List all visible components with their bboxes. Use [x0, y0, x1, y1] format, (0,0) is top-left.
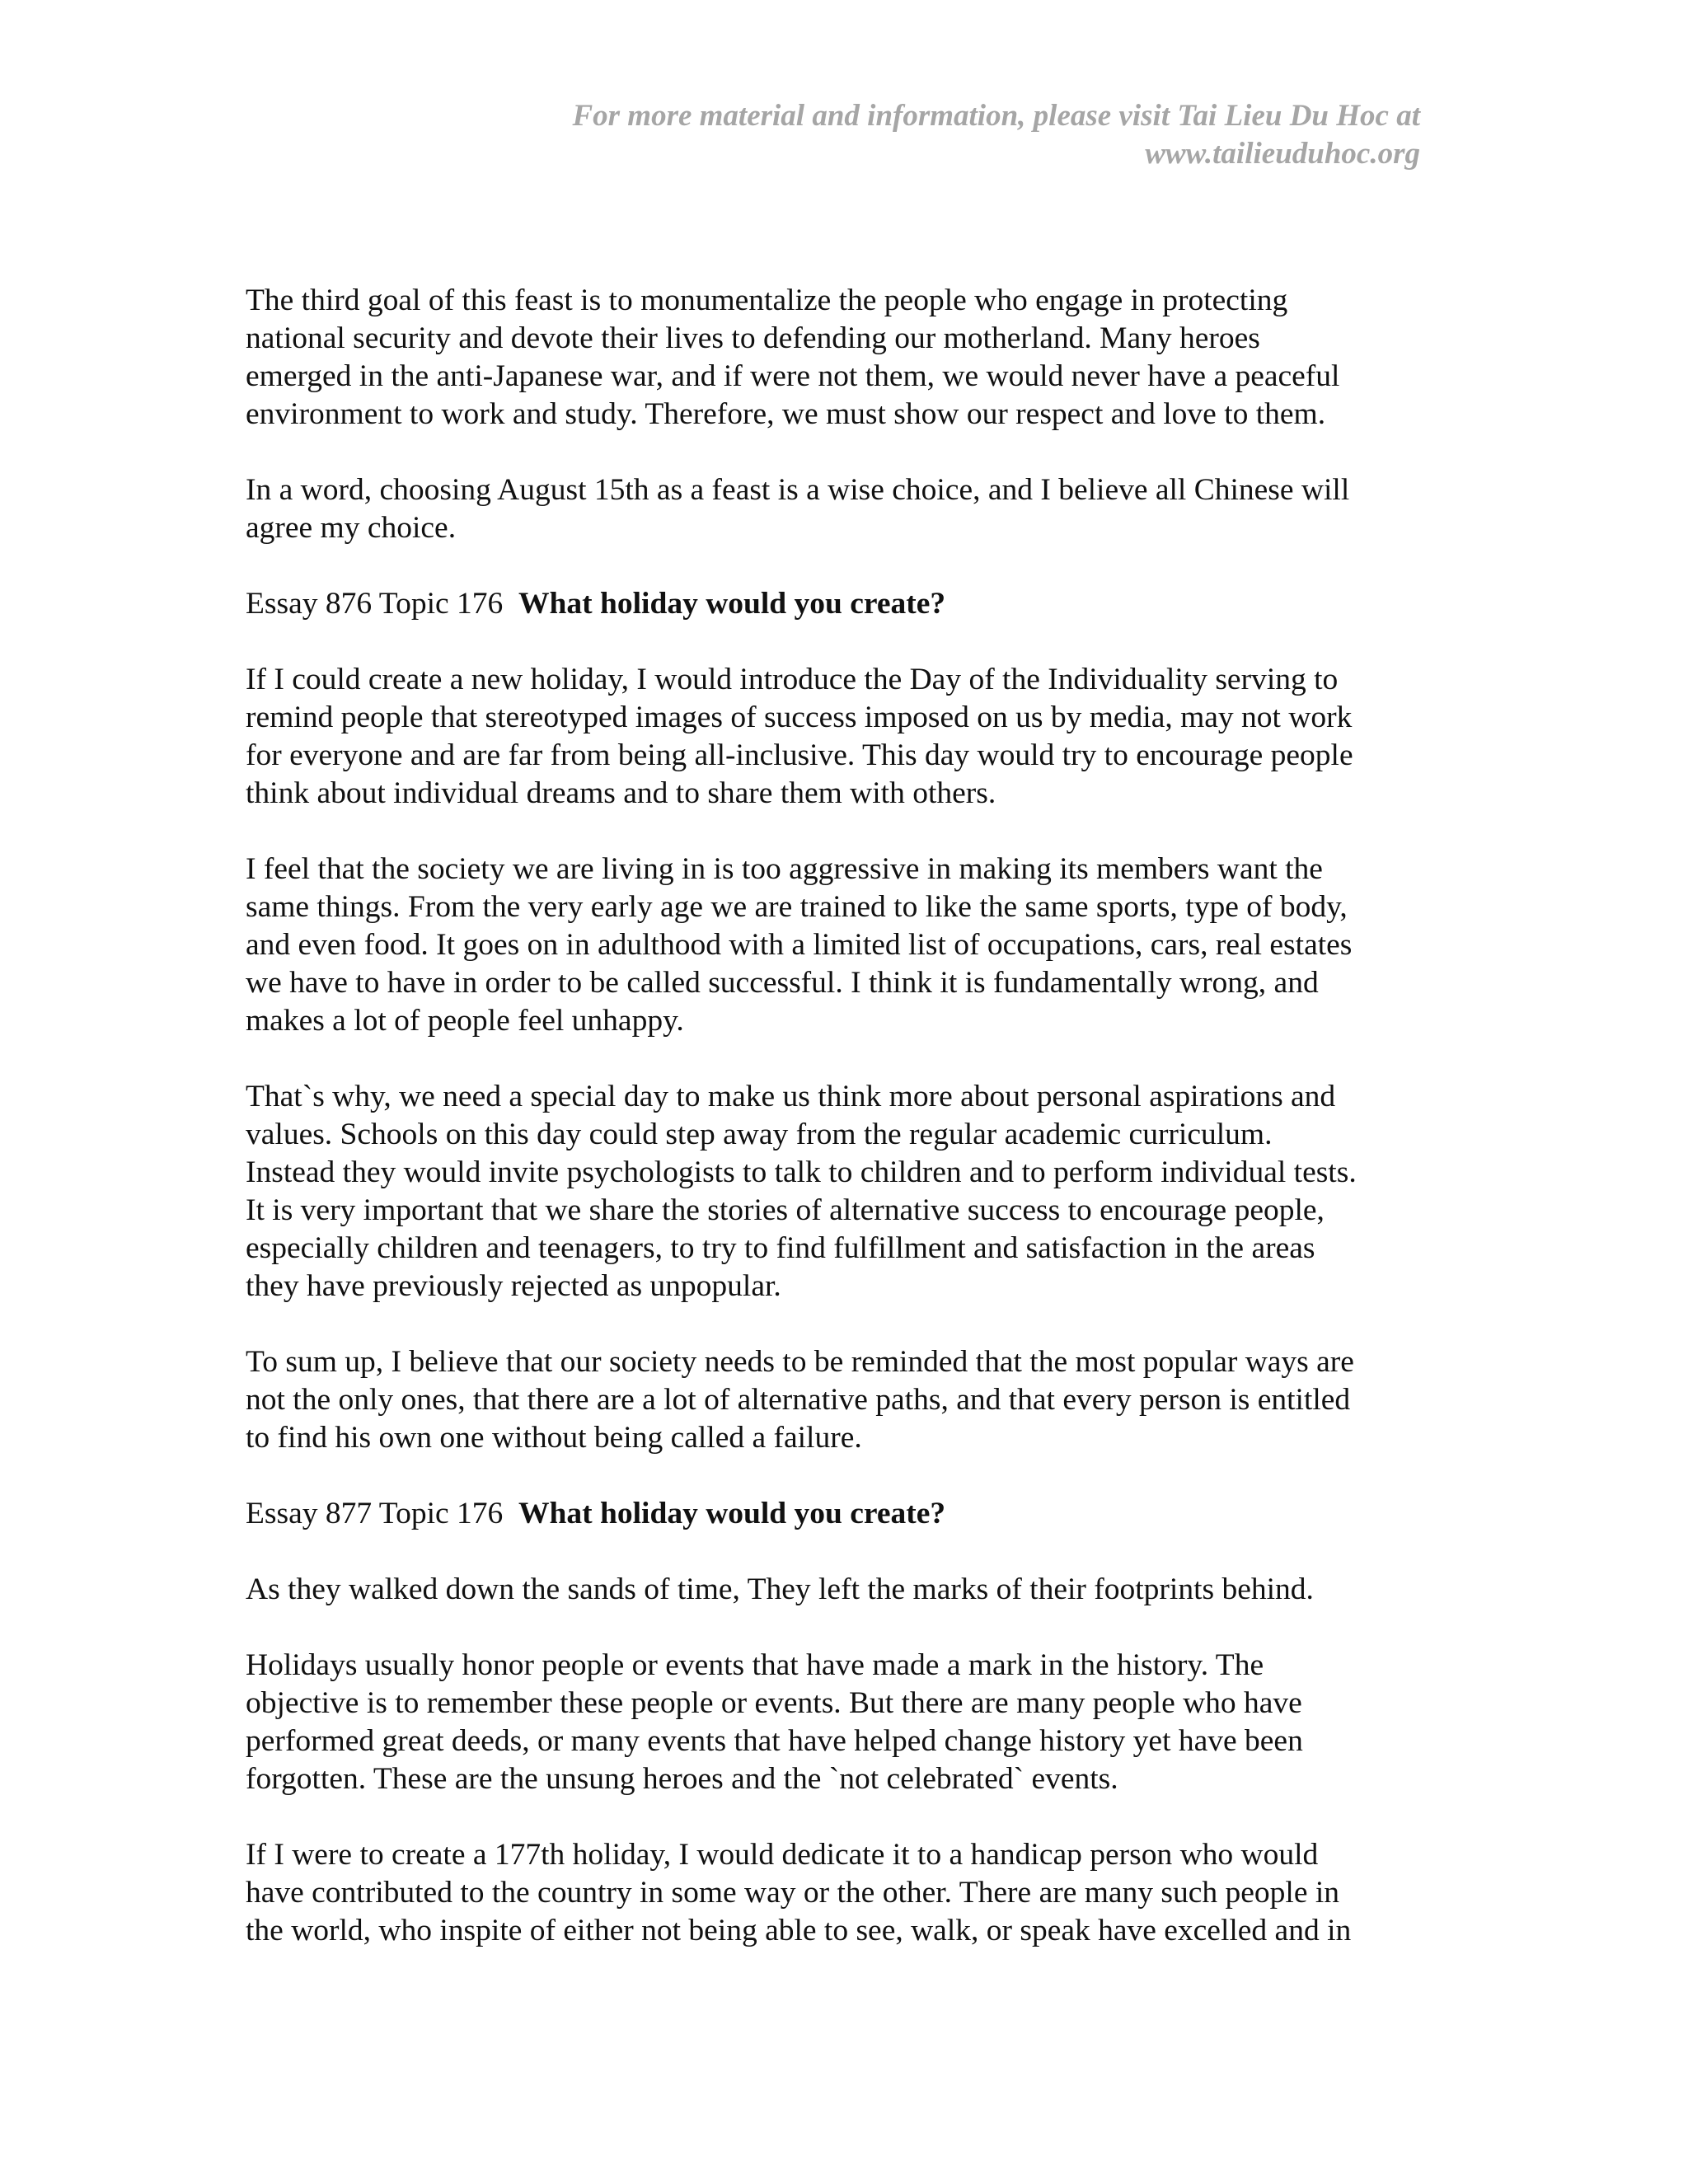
text-line: have contributed to the country in some way or the other. There are many such people in: [246, 1876, 1340, 1910]
text-line: they have previously rejected as unpopular.: [246, 1269, 781, 1303]
text-line: It is very important that we share the stories of alternative success to encourage people,: [246, 1193, 1325, 1227]
header-line-2: www.tailieuduhoc.org: [1145, 137, 1420, 171]
text-line: we have to have in order to be called successful. I think it is fundamentally wrong, and: [246, 966, 1319, 1000]
text-line: If I were to create a 177th holiday, I would dedicate it to a handicap person who would: [246, 1838, 1319, 1872]
text-line: remind people that stereotyped images of success imposed on us by media, may not work: [246, 701, 1353, 734]
text-line: performed great deeds, or many events that have helped change history yet have been: [246, 1724, 1303, 1758]
paragraph: [246, 1571, 1432, 1609]
paragraph: [246, 282, 1432, 434]
paragraph: [246, 851, 1432, 1040]
header-line-1: For more material and information, please visit Tai Lieu Du Hoc at: [572, 99, 1420, 133]
paragraph-gap: [246, 1040, 1432, 1078]
paragraph: [246, 471, 1432, 547]
page-header: [266, 97, 1420, 173]
paragraph: [246, 1647, 1432, 1798]
text-line: for everyone and are far from being all-inclusive. This day would try to encourage people: [246, 738, 1353, 772]
essay-number: Essay 877 Topic 176: [246, 1497, 519, 1530]
paragraph-gap: [246, 1533, 1432, 1571]
paragraph: [246, 1078, 1432, 1305]
text-line: emerged in the anti-Japanese war, and if were not them, we would never have a peaceful: [246, 359, 1340, 393]
text-line: As they walked down the sands of time, They left the marks of their footprints behind.: [246, 1572, 1314, 1606]
text-line: To sum up, I believe that our society needs to be reminded that the most popular ways are: [246, 1345, 1354, 1379]
essay-number: Essay 876 Topic 176: [246, 587, 519, 621]
paragraph-gap: [246, 813, 1432, 851]
text-line: Holidays usually honor people or events that have made a mark in the history. The: [246, 1648, 1264, 1682]
essay-question: What holiday would you create?: [518, 587, 946, 621]
document-body: [246, 282, 1432, 1950]
text-line: environment to work and study. Therefore, we must show our respect and love to them.: [246, 397, 1326, 431]
paragraph-gap: [246, 623, 1432, 661]
paragraph-gap: [246, 1609, 1432, 1647]
text-line: forgotten. These are the unsung heroes and the `not celebrated` events.: [246, 1762, 1118, 1796]
paragraph: [246, 661, 1432, 813]
text-line: especially children and teenagers, to try to find fulfillment and satisfaction in the areas: [246, 1231, 1315, 1265]
text-line: same things. From the very early age we are trained to like the same sports, type of body,: [246, 890, 1348, 924]
essay-question: What holiday would you create?: [518, 1497, 946, 1530]
paragraph-gap: [246, 1305, 1432, 1343]
text-line: values. Schools on this day could step away from the regular academic curriculum.: [246, 1118, 1273, 1151]
text-line: That`s why, we need a special day to make us think more about personal aspirations and: [246, 1080, 1336, 1113]
text-line: and even food. It goes on in adulthood with a limited list of occupations, cars, real estates: [246, 928, 1353, 962]
paragraph-gap: [246, 1798, 1432, 1836]
text-line: the world, who inspite of either not being able to see, walk, or speak have excelled and in: [246, 1914, 1352, 1947]
essay-title: [246, 585, 1432, 623]
paragraph-gap: [246, 1457, 1432, 1495]
text-line: national security and devote their lives to defending our motherland. Many heroes: [246, 321, 1260, 355]
text-line: makes a lot of people feel unhappy.: [246, 1004, 684, 1038]
text-line: If I could create a new holiday, I would introduce the Day of the Individuality serving to: [246, 663, 1339, 696]
text-line: The third goal of this feast is to monumentalize the people who engage in protecting: [246, 284, 1288, 317]
text-line: In a word, choosing August 15th as a feast is a wise choice, and I believe all Chinese will: [246, 473, 1350, 507]
essay-title: [246, 1495, 1432, 1533]
text-line: to find his own one without being called a failure.: [246, 1421, 862, 1455]
paragraph-gap: [246, 547, 1432, 585]
text-line: objective is to remember these people or events. But there are many people who have: [246, 1686, 1302, 1720]
text-line: think about individual dreams and to share them with others.: [246, 776, 996, 810]
text-line: Instead they would invite psychologists to talk to children and to perform individual tests.: [246, 1155, 1357, 1189]
text-line: I feel that the society we are living in is too aggressive in making its members want the: [246, 852, 1323, 886]
paragraph: [246, 1343, 1432, 1457]
text-line: not the only ones, that there are a lot of alternative paths, and that every person is entitled: [246, 1383, 1351, 1417]
paragraph: [246, 1836, 1432, 1950]
text-line: agree my choice.: [246, 511, 457, 545]
paragraph-gap: [246, 434, 1432, 471]
